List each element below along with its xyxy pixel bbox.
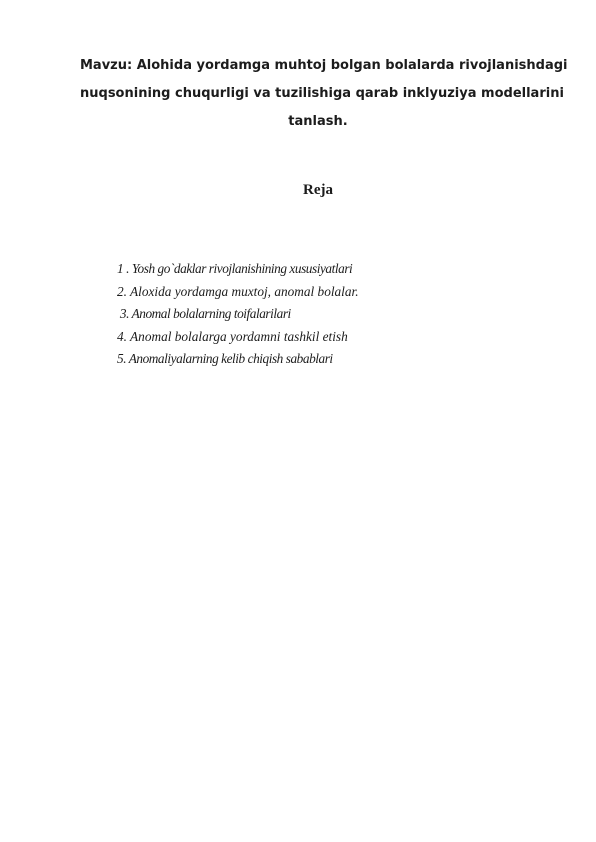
title-line: Mavzu: Alohida yordamga muhtoj bolgan bolalarda rivojlanishdagi (80, 58, 568, 73)
plan-item: 3. Anomal bolalarning toifalarilari (117, 306, 291, 321)
plan-list (117, 258, 359, 371)
title-line: nuqsonining chuqurligi va tuzilishiga qarab inklyuziya modellarini (80, 86, 564, 101)
plan-item: 1 . Yosh go`daklar rivojlanishining xususiyatlari (117, 261, 353, 276)
document-title (80, 52, 568, 136)
title-line: tanlash. (288, 114, 348, 129)
plan-item: 2. Aloxida yordamga muxtoj, anomal bolalar. (117, 283, 359, 299)
plan-item: 5. Anomaliyalarning kelib chiqish sabablari (117, 351, 333, 366)
plan-item: 4. Anomal bolalarga yordamni tashkil etish (117, 328, 348, 344)
plan-heading: Reja (303, 182, 333, 198)
